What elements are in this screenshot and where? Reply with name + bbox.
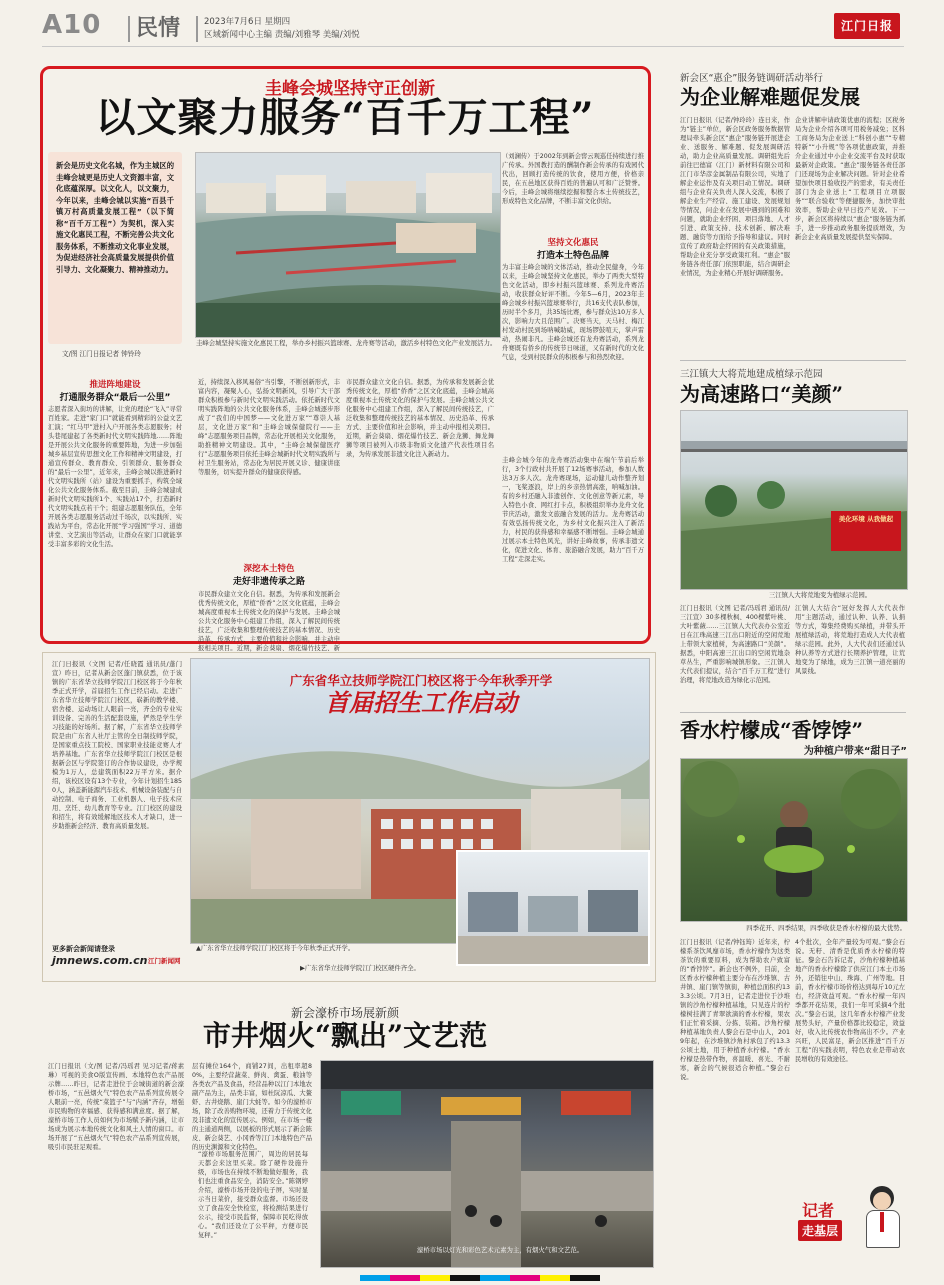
lead-headline: 以文聚力服务“百千万工程”	[95, 94, 595, 141]
school-ad-text: 更多新会新闻请登录	[52, 945, 115, 953]
lead-subhead-4: 走好非遗传承之路	[232, 577, 305, 587]
page-number: A10	[42, 10, 102, 40]
school-ad-logo: 江门新闻网	[148, 957, 181, 965]
market-col3: “濠桥市场服务范围广，周边的居民每天都会来这里买菜。除了硬件设施升级，市场也在持续不断地做好服务，我们也注重食品安全，消防安全。”陈钢婷介绍，濠桥市场开设的电子屏，实时显示当日菜价，接受群众监督。市场还设立了食品安全快检室，将检测结果进行公示，接受市民监督，保障市民吃得放心。“我们还设立了公平秤，方便市民复秤。”	[198, 1151, 308, 1239]
school-caption-2: ▶广东省华立技师学院江门校区硬件齐全。	[300, 964, 420, 972]
lead-col-3: 市民群众建立文化自信。据悉，为传承和发展新会优秀传统文化，厚植“侨香”之区文化底蕴，圭峰会城高度重视本土传统文化的保护与发展。圭峰会城公共文化服务中心组建工作组，深入了解民间传统技艺，广泛收集和整理传统技艺的基本情况、历史沿革、传承方式、主要价值和社会影响，并主动申报相关项目。近期，新会葵扇、烟花爆竹技艺、新会龙狮、舞龙舞狮等项目被列入市级非物质文化遗产代表性项目名录，为传承发展非遗文化注入新动力。	[346, 379, 494, 458]
right1-kicker: 新会区“惠企”服务链调研活动举行	[680, 73, 823, 84]
lead-col-2b: 市民群众建立文化自信。据悉，为传承和发展新会优秀传统文化，厚植“侨香”之区文化底蕴，圭峰会城高度重视本土传统文化的保护与发展。圭峰会城公共文化服务中心组建工作组，深入了解民间传统技艺，广泛收集和整理传统技艺的基本情况、历史沿革、传承方式、主要价值和社会影响，并主动申报相关项目。近期，新会葵扇、烟花爆竹技艺、新	[198, 591, 340, 652]
lead-summary: 新会是历史文化名城，作为主城区的圭峰会城更是历史人文资源丰富，文化底蕴深厚。以文化人，以文聚力，今年以来，圭峰会城以实施“百县千镇万村高质量发展工程”（以下简称“百千万工程”）为契机，深入实施文化惠民工程，不断完善公共文化服务体系，不断推动文化事业发展，为促进经济社会高质量发展提供价值引导力、文化凝聚力、精神推动力。	[56, 161, 174, 274]
right2-col1: 江门日报讯（文图 记者/冯瑶君 通讯员/三江宣）30多棵秋枫、400棵紫叶桃、大叶紫薇……三江镇人大代表办公室近日在江珠高速三江出口附近的空闲荒地上带领大家植树，为高速路口“美颜”。据悉，中阳高速三江出口的空闲荒地杂草丛生，严重影响城镇形象。三江镇人大代表们提议，结合“百千万工程”进行治理，将荒地改造为绿化示范园。	[680, 605, 790, 684]
school-photo-inset	[456, 850, 650, 966]
right-rule-1	[680, 360, 906, 361]
market-photo-caption: 濠桥市场以灯光和彩色艺术元素为主，有烟火气和文艺范。	[417, 1246, 584, 1254]
lead-byline: 文/图 江门日报记者 钟铃玲	[62, 350, 141, 358]
header-rule	[42, 46, 904, 47]
lead-photo	[195, 152, 501, 338]
market-kicker: 新会濠桥市场展新颜	[290, 1006, 399, 1020]
market-headline: 市井烟火“飘出”文艺范	[202, 1019, 488, 1052]
reporter-logo-bottom	[798, 1220, 842, 1241]
header-divider	[128, 16, 130, 42]
issue-date: 2023年7月6日 星期四	[204, 17, 291, 27]
lead-subhead-5: 坚持文化惠民	[547, 238, 599, 248]
market-photo	[320, 1060, 654, 1268]
right2-col2: 江镇人大结合“冠好发挥人大代表作用”主题活动，通过认种、认养、认捐等方式，筹集经费购买绿植，并带头开展植绿活动，将荒地打造成人大代表植绿示范园。此外，人大代表们还通过认种认养等方式进行长期养护管理，让荒地变为了绿地，成为三江镇一道亮丽的风景线。	[795, 605, 905, 675]
right2-banner	[833, 515, 899, 524]
right2-photo	[680, 410, 908, 590]
school-inset-scene	[458, 852, 648, 964]
school-ad-url: jmnews.com.cn	[52, 954, 148, 967]
school-body: 江门日报讯（文图 记者/任晓霞 通讯员/蓬门宣）昨日，记者从新会区蓬门镇获悉，位于该镇的广东省华立技师学院江门校区将于今年秋季正式开学，首届招生工作已经启动。走进广东省华立技师学院江门校区，崭新的教学楼、宿舍楼、运动场让人眼前一亮，齐全的专业实训设备、完善的生活配套设施，俨然是学生学习技能的好场所。据了解，广东省华立技师学院是由广东省人社厅主管的全日制技师学院，是国家重点技工院校、国家职业技能竞赛人才培养基地。广东省华立技师学院江门校区是根据新会区与学院签订的合作协议建设，办学规模为1万人，总建筑面积22万平方米。据介绍，该校区设有13个专业，今年计划招生1850人，涵盖新能源汽车技术、机械设备装配与自动控制、电子商务、工业机器人、电子技术应用、烹饪、幼儿教育等专业。江门校区的建设和招生，将有效缓解地区技术人才缺口，进一步助推新会经济、教育高质量发展。	[52, 661, 182, 830]
school-ad	[52, 944, 188, 974]
lead-subhead-2: 打通服务群众“最后一公里”	[59, 393, 171, 403]
right2-headline: 为高速路口“美颜”	[680, 382, 844, 406]
lead-photo-scene	[196, 153, 500, 337]
right1-headline: 为企业解难题促发展	[680, 85, 860, 109]
registration-strip	[360, 1266, 600, 1272]
right3-headline: 香水柠檬成“香饽饽”	[680, 718, 864, 742]
lead-subhead-1: 推进阵地建设	[89, 380, 141, 390]
right3-col1: 江门日报讯（记者/钟钰筠）近年来，柠檬系茶饮风靡市场，香水柠檬作为这类茶饮的重要原料，成为帮助农户致富的“香饽饽”。新会也不例外，目前，全区香水柠檬种植主要分布在沙堆镇、古井镇、崖门镇等镇街，种植总面积约133.3公顷。7月3日，记者走进位于沙堆镇的沙角柠檬种植基地，只见连片的柠檬树挂满了青翠欲滴的香水柠檬，果农们正忙着采摘、分拣、装箱。沙角柠檬种植基地负责人黎会石是中山人，2019年起，在沙堆镇沙角村承包了约13.3公顷土地，用于种植香水柠檬。“香水柠檬是热带作物，喜温暖、喜光、不耐寒，新会的气候很适合种植。”黎会石说。	[680, 939, 790, 1081]
editor-credits: 区域新闻中心主编 责编/刘雅琴 美编/刘悦	[204, 30, 360, 40]
lead-summary-box	[48, 152, 182, 344]
school-kicker: 广东省华立技师学院江门校区将于今年秋季开学	[289, 673, 553, 688]
right3-photo-scene	[681, 759, 907, 921]
market-photo-scene	[321, 1061, 653, 1267]
right3-subtitle: 为种植户带来“甜日子”	[803, 746, 907, 757]
lead-col-2: 近，持续深入移风易俗“当引擎，不断创新形式，丰富内容，凝聚人心，弘扬文明新风，引导广大干部群众积极参与新时代文明实践活动。依托新时代文明实践阵地的公共文化服务体系，圭峰会城逐步形成了“我们的中国梦——文化进万家”“尊崇人基层，文化进万家”和“圭峰会城保健院行——圭峰”志愿服务项目品牌，常态化开展相关文化服务，助推精神文明建设。其中，“圭峰会城保健医疗行”志愿服务项目依托圭峰会城新时代文明实践所与村卫生服务站，常态化为居民开展义诊、健康讲座等服务，切实提升群众的健康获得感。	[198, 379, 340, 476]
header-divider-2	[196, 16, 198, 42]
market-col1: 江门日报讯（文/图 记者/冯瑶君 见习记者/蒋素琳）可视的美食O版宣传画、本地特色农产品展示牌……昨日，记者走进位于会城街道的新会濠桥市场，“五邑烟火气”特色农产品系列宣传展令人眼前一亮，传统“菜篮子”与“内涵”齐存，增强市民购物的幸福感、获得感和满意度。据了解，濠桥市场工作人员如何为市场赋予新内涵，让市场成为展示本地传统文化和风土人情的窗口。市场开展了“五邑烟火气”特色农产品系列宣传展，吸引市民驻足观看。	[48, 1063, 184, 1151]
reporter-avatar	[864, 1186, 900, 1248]
school-caption-1: ▲广东省华立技师学院江门校区将于今年秋季正式开学。	[196, 944, 355, 952]
lead-subhead-6: 打造本土特色品牌	[536, 251, 609, 261]
lead-photo-caption: 圭峰会城坚持实施文化惠民工程，举办乡村振兴篮球赛、龙舟赛等活动，激活乡村特色文化产业发展活力。	[196, 339, 497, 347]
right2-kicker: 三江镇大大将荒地建成植绿示范园	[680, 369, 823, 380]
right1-col1: 江门日报讯（记者/钟玲玲）连日来，作为“链主”单位，新会区政务服务数据管理局牵头新会区“惠企”服务链开展进企业、送服务、解难题、促发展调研活动，助力企业高质量发展。调研组先后前往巴德富（江门）新材料有限公司和江门市华彦金属制品有限公司，实地了解企业运作及有关项目动工情况。调研组与企业有关负责人深入交流，积极了解企业生产经营、施工建设、发展规划等情况，问企业在发展中遇到的困难和问题，就助企业纾困、项目落地、人才引进、政策支持、技术创新、解决难题、融资等方面给予指导和建议。同时宣传了政府助企纾困的有关政策措施，帮助企业充分享受政策红利。“惠企”服务链各责任部门依照职能，结合调研企业情况，为企业精心开展好调研服务。	[680, 117, 790, 277]
reporter-logo-text: 走基层	[802, 1224, 839, 1238]
right2-photo-scene	[681, 411, 907, 589]
right3-photo	[680, 758, 908, 922]
registration-marks	[360, 1275, 600, 1281]
lead-col-1: 志愿者深入街坊的讲解，让党的理论“飞入”寻常百姓家。走进“家门口”就能看到精彩的公益文艺汇演；“红马甲”进村入户开展各类志愿服务；村头巷尾建起了各类新时代文明实践阵地……阵地是开展公共文化服务的重要阵地，为进一步加强城乡基层宣传思想文化工作和精神文明建设，打通宣传群众、教育群众、引领群众、服务群众的“最后一公里”，近年来，圭峰会城以推进新时代文明实践所（站）建设为重要抓手，构筑全域化公共文化服务体系。截至目前，圭峰会城建成新时代文明实践所1个、实践站17个，打造新时代文明实践点若干个；组建志愿服务队伍，全年开展各类志愿服务活动过千场次，以实践所、实践站为平台，常态化开展“学习强国”学习、道德讲堂、文艺演出等活动，让群众在家门口就能享受丰富多彩的文化生活。	[48, 406, 182, 548]
right1-col2: 企业讲解申请政策优惠的流程；区税务局为企业介绍各项可用税务减免；区科工商务局为企业送上“科创小惠”“专精特新”“小升规”等各项优惠政策，并推介企业通过中小企业交流平台及时获取最新对企政策。“惠企”服务链各责任部门还现场为企业解决问题。针对企业希望加快项目验收投产的需求，有关责任部门为企业送上“工程项目立项服务”“联合验收”等便捷服务，加快审批效率，帮助企业早日投产见效。下一步，新会区将持续以“惠企”服务链为抓手，进一步推动政务服务提质增效，为新会企业高质量发展提供坚实保障。	[795, 117, 905, 241]
right2-banner-text: 美化环境 从我做起	[838, 515, 894, 523]
page-header	[42, 8, 902, 46]
right3-photo-caption: 四季花开、四季结果，四季收获是香水柠檬的最大优势。	[746, 924, 906, 932]
market-col2: 层有摊位164个，商铺27间，出租率超80%，主要经营蔬菜、鲜肉、禽蛋、粮油等各类农产品及食品，经营品种以江门本地农副产品为主，品类丰富，如杜阮凉瓜、大鳌虾、古井烧鹅、崖门大蚝等。如今的濠桥市场，除了改善购物环境，还着力于传统文化及非遗文化的宣传展示。例如，在市场一楼的主通道两侧，以展板的形式展示了新会陈皮、新会葵艺、小冈香等江门本地特色产品的历史渊源和文化特色。	[192, 1063, 312, 1151]
right2-photo-caption: 三江镇人大将荒地变为植绿示范园。	[768, 591, 872, 599]
reporter-logo	[798, 1176, 906, 1256]
school-headline: 首届招生工作启动	[325, 688, 517, 717]
lead-kicker: 圭峰会城坚持守正创新	[265, 79, 435, 99]
lead-col-5: 为丰富圭峰会城的文体活动，推动全民健身，今年以来，圭峰会城坚持文化惠民，举办了两类大型特色文化活动，即乡村振兴篮球赛、系列龙舟赛活动，收获群众好评不断。今年5—6月，2023年圭峰会城乡村振兴篮球赛举行，共16支代表队参加，历时半个多月，共35场比赛，参与群众达10万多人次，影响力大且范围广。决赛当天，天马村、梅江村发动村民到场呐喊助威，现场锣鼓喧天，掌声雷动，热闹非凡。圭峰会城还有龙舟赛活动，系列龙舟赛既有侨乡的传统节日味道，又有新时代的文化气息，受到村民群众的积极参与和热烈欢迎。	[502, 264, 644, 361]
masthead-text: 江门日报	[840, 19, 893, 33]
right3-col2: 4个批次，全年产量较为可观。”黎会石说。无籽、清香是优质香水柠檬的特征。黎会石告诉记者，沙角柠檬种植基地产的香水柠檬除了供应江门本土市场外，还销往中山、珠海、广州等地。目前，香水柠檬市场价格达到每斤10元左右，经济效益可观。“香水柠檬一年四季都开花结果，我们一年可采摘4个批次。”黎会石说，这几年香水柠檬产业发展势头好，产量价格都比较稳定，效益好，收入比传统农作物高出不少。产业兴旺，人民富足，新会区推进“百千万工程”的实践表明，特色农业是带动农民增收的有效途径。	[795, 939, 905, 1063]
lead-col-6: 圭峰会城今年的龙舟赛活动集中在端午节前后举行，3个行政村共开展了12场赛事活动，参加人数达3万多人次。龙舟赛现场，运动健儿动作整齐划一，飞桨逐浪，岸上的乡亲热情高涨，呐喊加油。有的乡村还融入非遗创作、文化创意等新元素，导入特色小食、网红打卡点，积极组织举办龙舟文化节庆活动，激发文旅融合发展的活力。龙舟赛活动有效弘扬传统文化，为乡村文化振兴注入了新活力，村民的获得感和幸福感不断增强。圭峰会城通过展示本土特色风光，讲好圭峰故事，传承非遗文化，促进文化、体育、旅游融合发展，助力“百千万工程”走深走实。	[502, 457, 644, 563]
reporter-logo-top: 记者	[802, 1201, 835, 1220]
masthead-logo	[834, 13, 900, 39]
lead-subhead-3: 深挖本土特色	[243, 564, 295, 574]
lead-col-4: （刘澜传）于2002年到新会窖云观巡任持续进行推广传承。外国教打造的酬制作新会传承的有戏园代代出，回顾打造传统的饮食，使用方便，价格亲民，在五邑地区获得百姓的普遍认可和广泛赞誉。今后，圭峰会城将继续挖掘和整合本土传统技艺，形成特色文化品牌，不断丰富文化供给。	[502, 153, 644, 205]
section-name: 民情	[136, 16, 181, 41]
right-rule-2	[680, 712, 906, 713]
